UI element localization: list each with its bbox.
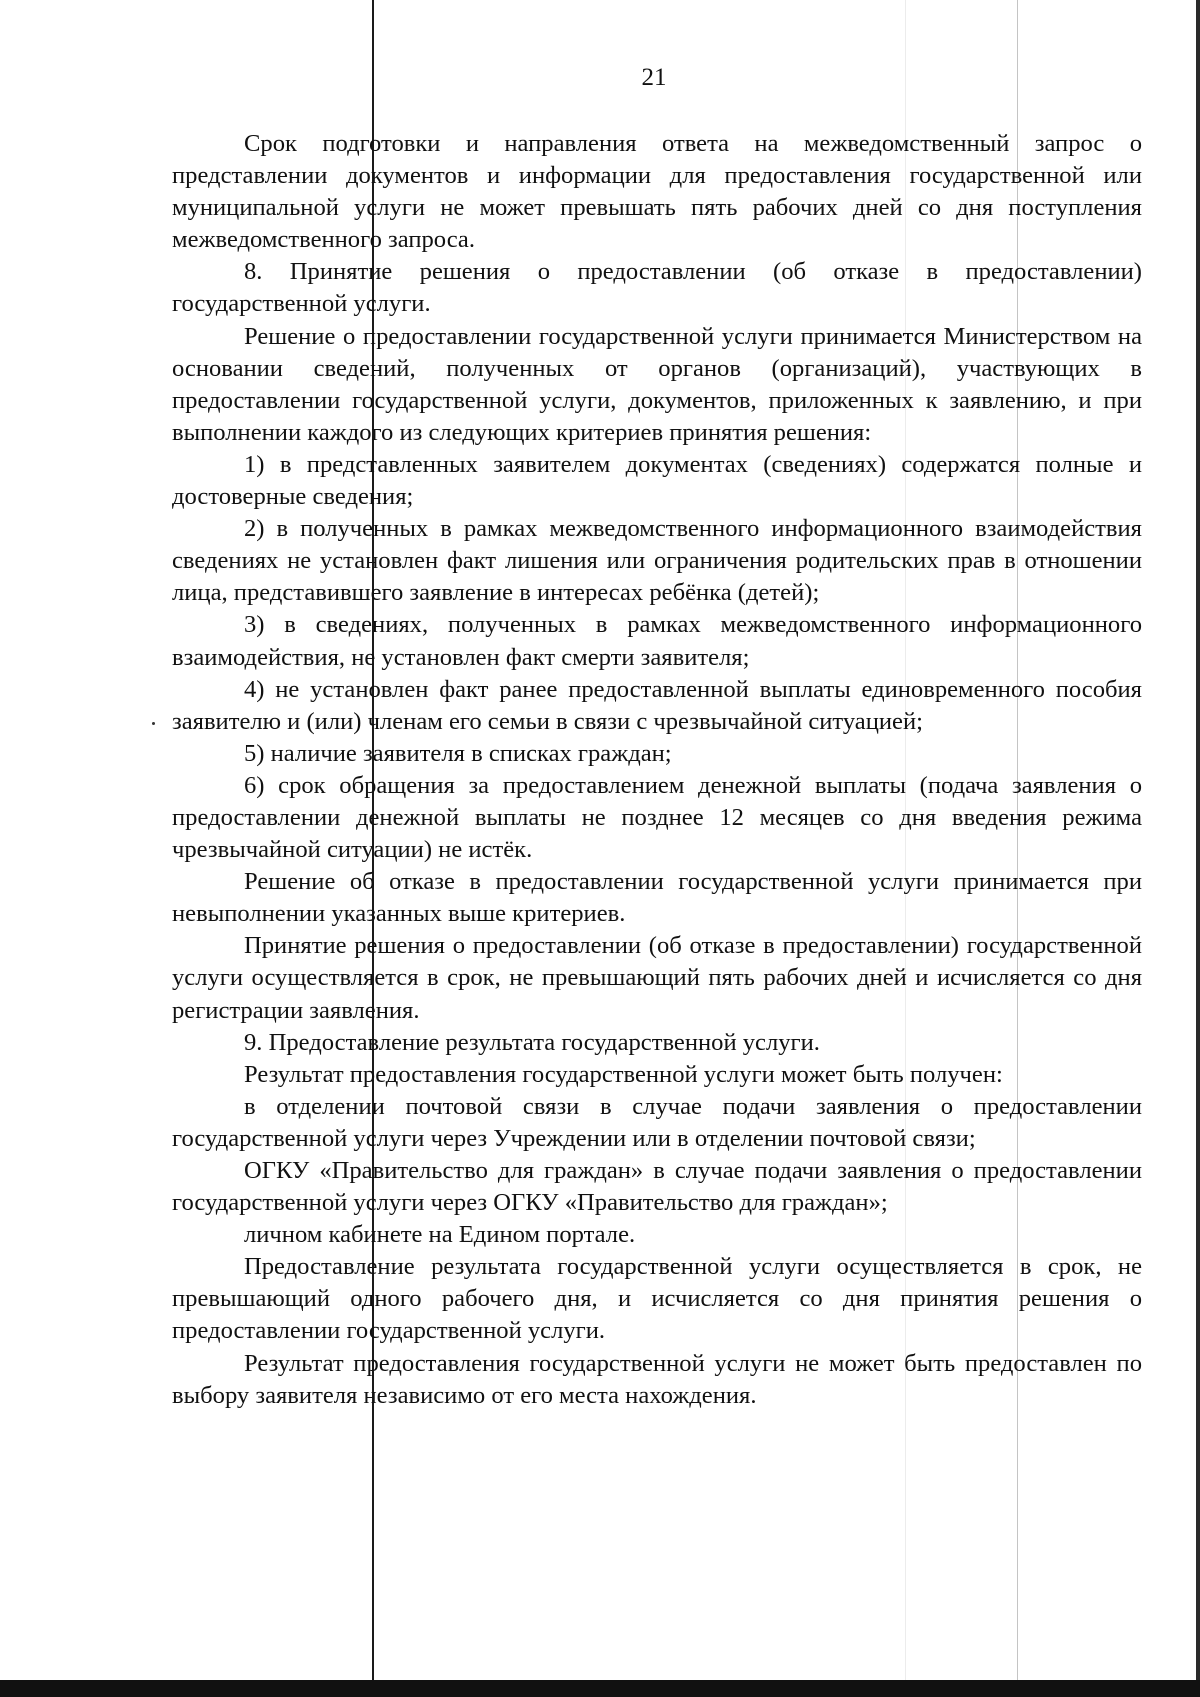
- paragraph: Предоставление результата государственной услуги осуществляется в срок, не превышающий одного рабочего дня, и исчисляется со дня принятия решения о предоставлении государственной услуги.: [172, 1253, 1142, 1345]
- document-body: [172, 128, 1142, 1412]
- result-option: личном кабинете на Едином портале.: [244, 1221, 636, 1249]
- paragraph: Результат предоставления государственной услуги не может быть предоставлен по выбору заявителя независимо от его места нахождения.: [172, 1349, 1142, 1409]
- criteria-item: 5) наличие заявителя в списках граждан;: [244, 739, 672, 767]
- criteria-item: 6) срок обращения за предоставлением денежной выплаты (подача заявления о предоставлении денежной выплаты не позднее 12 месяцев со дня введения режима чрезвычайной ситуации) не истёк.: [172, 771, 1142, 864]
- paragraph: Результат предоставления государственной услуги может быть получен:: [244, 1060, 1003, 1088]
- section-heading-8: 8. Принятие решения о предоставлении (об отказе в предоставлении) государственной услуги.: [172, 258, 1142, 318]
- scan-artifact-dot: [152, 722, 155, 725]
- paragraph: Решение о предоставлении государственной услуги принимается Министерством на основании сведений, полученных от органов (организаций), участвующих в предоставлении государственной услуги, документов, приложенных к заявлению, и при выполнении каждого из следующих критериев принятия решения:: [172, 322, 1142, 446]
- paragraph: Решение об отказе в предоставлении государственной услуги принимается при невыполнении указанных выше критериев.: [172, 868, 1142, 928]
- page-number: 21: [641, 64, 667, 91]
- paragraph: Срок подготовки и направления ответа на межведомственный запрос о представлении документов и информации для предоставления государственной или муниципальной услуги не может превышать пять рабочих дней со дня поступления межведомственного запроса.: [172, 130, 1142, 254]
- criteria-item: 4) не установлен факт ранее предоставленной выплаты единовременного пособия заявителю и (или) членам его семьи в связи с чрезвычайной ситуацией;: [172, 675, 1142, 735]
- scan-edge: [1196, 0, 1200, 1697]
- scan-edge: [0, 1680, 1200, 1697]
- criteria-item: 3) в сведениях, полученных в рамках межведомственного информационного взаимодействия, не установлен факт смерти заявителя;: [172, 611, 1142, 671]
- result-option: в отделении почтовой связи в случае подачи заявления о предоставлении государственной услуги через Учреждении или в отделении почтовой связи;: [172, 1092, 1142, 1152]
- criteria-item: 1) в представленных заявителем документах (сведениях) содержатся полные и достоверные сведения;: [172, 450, 1142, 511]
- paragraph: Принятие решения о предоставлении (об отказе в предоставлении) государственной услуги осуществляется в срок, не превышающий пять рабочих дней и исчисляется со дня регистрации заявления.: [172, 932, 1142, 1024]
- section-heading-9: 9. Предоставление результата государственной услуги.: [244, 1028, 820, 1056]
- result-option: ОГКУ «Правительство для граждан» в случае подачи заявления о предоставлении государственной услуги через ОГКУ «Правительство для граждан»;: [172, 1157, 1142, 1217]
- criteria-item: 2) в полученных в рамках межведомственного информационного взаимодействия сведениях не установлен факт лишения или ограничения родительских прав в отношении лица, представившего заявление в интересах ребёнка (детей);: [172, 515, 1142, 607]
